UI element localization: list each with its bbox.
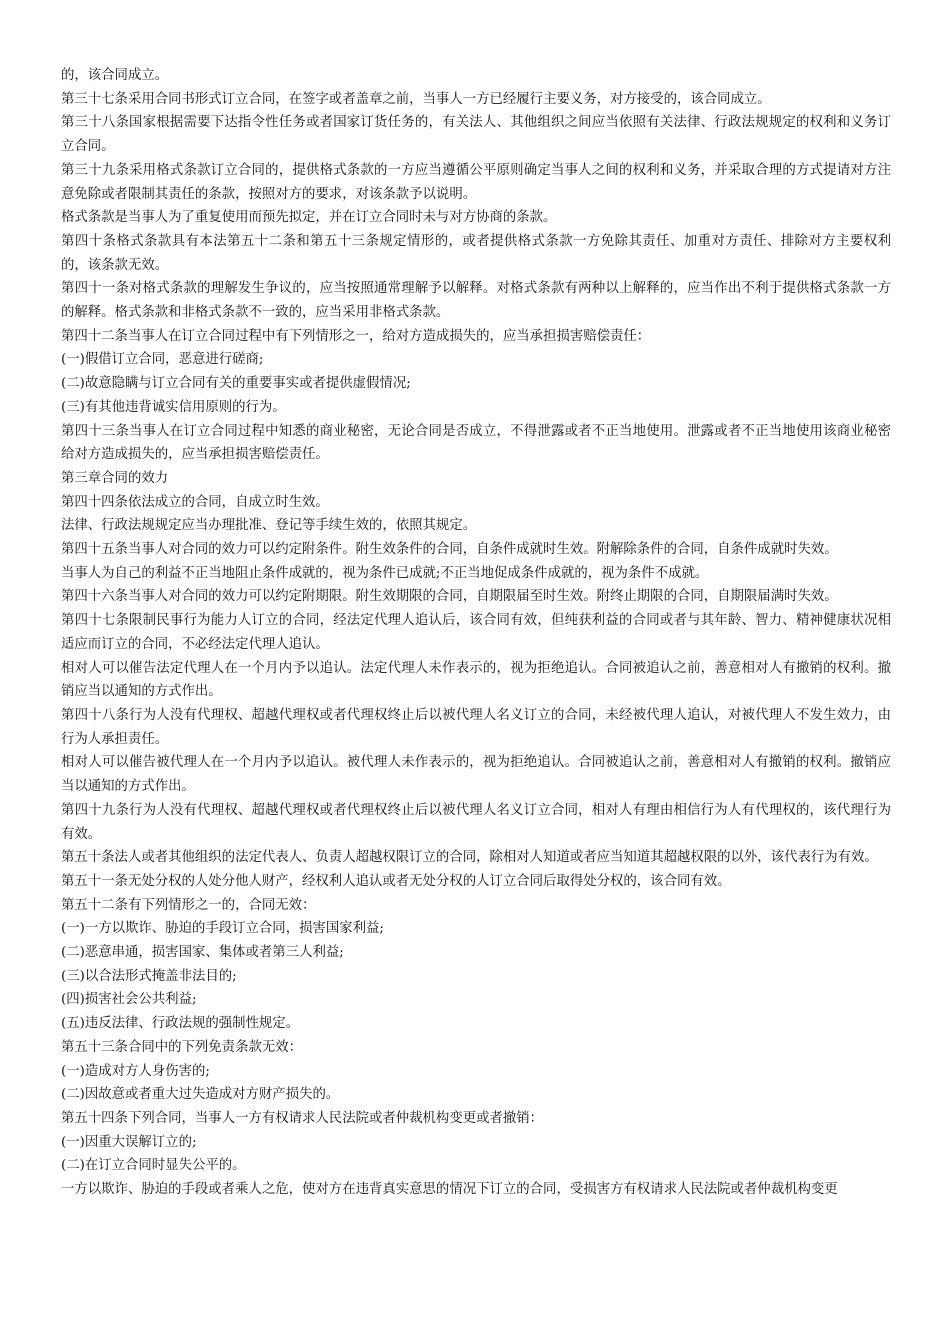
paragraph: 法律、行政法规规定应当办理批准、登记等手续生效的，依照其规定。 xyxy=(61,518,477,534)
article-50: 第五十条法人或者其他组织的法定代表人、负责人超越权限订立的合同，除相对人知道或者应当知道其超越权限的以外，该代表行为有效。 xyxy=(61,850,878,866)
article-41: 第四十一条对格式条款的理解发生争议的，应当按照通常理解予以解释。对格式条款有两种以上解释的，应当作出不利于提供格式条款一方的解释。格式条款和非格式条款不一致的，应当采用非格式条款。 xyxy=(61,281,891,321)
article-48: 第四十八条行为人没有代理权、超越代理权或者代理权终止后以被代理人名义订立的合同，未经被代理人追认，对被代理人不发生效力，由行为人承担责任。 xyxy=(61,707,891,747)
list-item: (二)在订立合同时显失公平的。 xyxy=(61,1158,246,1174)
list-item: (五)违反法律、行政法规的强制性规定。 xyxy=(61,1016,300,1032)
list-item: (一)一方以欺诈、胁迫的手段订立合同，损害国家利益; xyxy=(61,921,384,937)
article-43: 第四十三条当事人在订立合同过程中知悉的商业秘密，无论合同是否成立，不得泄露或者不正当地使用。泄露或者不正当地使用该商业秘密给对方造成损失的，应当承担损害赔偿责任。 xyxy=(61,423,891,463)
article-38: 第三十八条国家根据需要下达指令性任务或者国家订货任务的，有关法人、其他组织之间应当依照有关法律、行政法规规定的权利和义务订立合同。 xyxy=(61,115,891,155)
list-item: (一)假借订立合同，恶意进行磋商; xyxy=(61,352,264,368)
list-item: (二)故意隐瞒与订立合同有关的重要事实或者提供虚假情况; xyxy=(61,376,411,392)
list-item: (二)恶意串通，损害国家、集体或者第三人利益; xyxy=(61,945,344,961)
article-51: 第五十一条无处分权的人处分他人财产，经权利人追认或者无处分权的人订立合同后取得处分权的，该合同有效。 xyxy=(61,873,731,889)
article-46: 第四十六条当事人对合同的效力可以约定附期限。附生效期限的合同，自期限届至时生效。附终止期限的合同，自期限届满时失效。 xyxy=(61,589,838,605)
article-53: 第五十三条合同中的下列免责条款无效： xyxy=(61,1039,303,1055)
list-item: (四)损害社会公共利益; xyxy=(61,992,197,1008)
paragraph: 相对人可以催告法定代理人在一个月内予以追认。法定代理人未作表示的，视为拒绝追认。合同被追认之前，善意相对人有撤销的权利。撤销应当以通知的方式作出。 xyxy=(61,660,891,700)
article-42: 第四十二条当事人在订立合同过程中有下列情形之一，给对方造成损失的，应当承担损害赔偿责任： xyxy=(61,328,651,344)
article-47: 第四十七条限制民事行为能力人订立的合同，经法定代理人追认后，该合同有效，但纯获利益的合同或者与其年龄、智力、精神健康状况相适应而订立的合同，不必经法定代理人追认。 xyxy=(61,613,891,652)
article-52: 第五十二条有下列情形之一的，合同无效： xyxy=(61,897,316,913)
chapter-heading: 第三章合同的效力 xyxy=(61,470,169,486)
article-40: 第四十条格式条款具有本法第五十二条和第五十三条规定情形的，或者提供格式条款一方免除其责任、加重对方责任、排除对方主要权利的，该条款无效。 xyxy=(61,233,891,273)
document-body xyxy=(61,64,891,1202)
article-44: 第四十四条依法成立的合同，自成立时生效。 xyxy=(61,494,329,510)
paragraph: 相对人可以催告被代理人在一个月内予以追认。被代理人未作表示的，视为拒绝追认。合同被追认之前，善意相对人有撤销的权利。撤销应当以通知的方式作出。 xyxy=(61,755,891,795)
list-item: (二)因故意或者重大过失造成对方财产损失的。 xyxy=(61,1087,340,1103)
paragraph: 当事人为自己的利益不正当地阻止条件成就的，视为条件已成就;不正当地促成条件成就的，视为条件不成就。 xyxy=(61,565,709,581)
list-item: (一)造成对方人身伤害的; xyxy=(61,1063,210,1079)
paragraph: 格式条款是当事人为了重复使用而预先拟定，并在订立合同时未与对方协商的条款。 xyxy=(61,210,557,226)
paragraph: 一方以欺诈、胁迫的手段或者乘人之危，使对方在违背真实意思的情况下订立的合同，受损害方有权请求人民法院或者仲裁机构变更 xyxy=(61,1182,838,1198)
article-39: 第三十九条采用格式条款订立合同的，提供格式条款的一方应当遵循公平原则确定当事人之间的权利和义务，并采取合理的方式提请对方注意免除或者限制其责任的条款，按照对方的要求，对该条款予以说明。 xyxy=(61,162,891,202)
list-item: (三)有其他违背诚实信用原则的行为。 xyxy=(61,399,286,415)
list-item: (一)因重大误解订立的; xyxy=(61,1134,197,1150)
article-49: 第四十九条行为人没有代理权、超越代理权或者代理权终止后以被代理人名义订立合同，相对人有理由相信行为人有代理权的，该代理行为有效。 xyxy=(61,802,891,842)
article-54: 第五十四条下列合同，当事人一方有权请求人民法院或者仲裁机构变更或者撤销： xyxy=(61,1110,544,1126)
paragraph: 的，该合同成立。 xyxy=(61,68,169,83)
article-45: 第四十五条当事人对合同的效力可以约定附条件。附生效条件的合同，自条件成就时生效。附解除条件的合同，自条件成就时失效。 xyxy=(61,542,838,558)
article-37: 第三十七条采用合同书形式订立合同，在签字或者盖章之前，当事人一方已经履行主要义务，对方接受的，该合同成立。 xyxy=(61,91,771,107)
list-item: (三)以合法形式掩盖非法目的; xyxy=(61,968,237,984)
